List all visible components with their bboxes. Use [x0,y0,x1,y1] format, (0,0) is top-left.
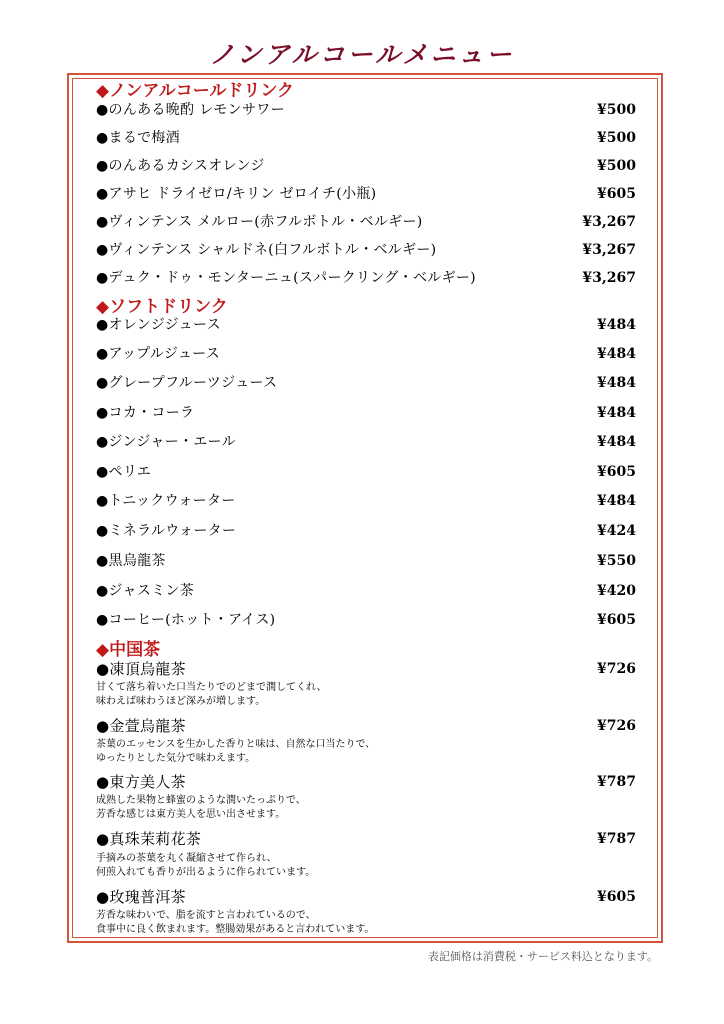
item-description: 茶葉のエッセンスを生かした香りと味は、自然な口当たりで、 [96,739,376,750]
item-price: ¥484 [597,346,636,362]
item-price: ¥726 [597,718,636,734]
item-price: ¥550 [597,553,636,569]
item-description: 食事中に良く飲まれます。整腸効果があると言われています。 [96,924,375,935]
section-title-nonalcohol: ◆ノンアルコールドリンク [96,81,295,101]
page-title: ノンアルコールメニュー [209,40,515,69]
menu-item [96,521,636,543]
menu-item [96,772,636,794]
item-name: ●ジンジャー・エール [96,434,236,450]
item-price: ¥605 [597,186,636,202]
item-name: ●玫瑰普洱茶 [96,888,186,906]
menu-item [96,659,636,681]
menu-item [96,156,636,178]
item-description: 芳香な味わいで、脂を流すと言われているので、 [96,910,316,921]
item-price: ¥726 [597,661,636,677]
item-name: ●ミネラルウォーター [96,523,237,539]
item-name: ●黒烏龍茶 [96,553,166,569]
section-title-chinese-tea: ◆中国茶 [96,640,161,660]
item-name: ●コーヒー(ホット・アイス) [96,612,276,628]
item-price: ¥787 [597,831,636,847]
item-name: ●デュク・ドゥ・モンターニュ(スパークリング・ベルギー) [96,270,476,286]
menu-item [96,610,636,632]
item-description: 何煎入れても香りが出るように作られています。 [96,867,316,878]
item-description: 芳香な感じは東方美人を思い出させます。 [96,809,286,820]
menu-item [96,184,636,206]
menu-item [96,462,636,484]
item-name: ●オレンジジュース [96,317,221,333]
menu-item [96,551,636,573]
menu-item [96,581,636,603]
item-name: ●ペリエ [96,464,152,480]
section-title-soft: ◆ソフトドリンク [96,297,228,317]
item-price: ¥605 [597,889,636,905]
item-name: ●アサヒ ドライゼロ/キリン ゼロイチ(小瓶) [96,186,377,202]
menu-item [96,887,636,909]
item-name: ●グレープフルーツジュース [96,375,278,391]
menu-item [96,491,636,513]
item-name: ●トニックウォーター [96,493,236,509]
item-name: ●コカ・コーラ [96,405,195,421]
item-price: ¥605 [597,612,636,628]
item-name: ●ジャスミン茶 [96,583,195,599]
item-price: ¥484 [597,317,636,333]
item-price: ¥500 [597,102,636,118]
item-price: ¥484 [597,434,636,450]
item-price: ¥500 [597,158,636,174]
menu-item [96,268,636,290]
item-price: ¥500 [597,130,636,146]
menu-item [96,315,636,337]
menu-item [96,344,636,366]
item-price: ¥605 [597,464,636,480]
item-name: ●アップルジュース [96,346,221,362]
item-description: 成熟した果物と蜂蜜のような潤いたっぷりで、 [96,795,306,806]
item-name: ●金萱烏龍茶 [96,717,186,735]
item-name: ●のんあるカシスオレンジ [96,158,265,174]
item-price: ¥424 [597,523,636,539]
menu-item [96,716,636,738]
menu-item [96,373,636,395]
item-description: 手摘みの茶葉を丸く凝縮させて作られ、 [96,853,277,864]
item-price: ¥3,267 [582,270,636,286]
item-description: 甘くて落ち着いた口当たりでのどまで潤してくれ、 [96,682,327,693]
item-price: ¥3,267 [582,214,636,230]
item-name: ●ヴィンテンス シャルドネ(白フルボトル・ベルギー) [96,242,437,258]
menu-item [96,212,636,234]
item-description: 味わえば味わうほど深みが増します。 [96,696,266,707]
item-name: ●真珠茉莉花茶 [96,830,202,848]
menu-item [96,128,636,150]
item-price: ¥484 [597,493,636,509]
item-name: ●凍頂烏龍茶 [96,660,186,678]
item-price: ¥484 [597,375,636,391]
menu-item [96,829,636,851]
tax-note: 表記価格は消費税・サービス料込となります。 [427,950,658,963]
item-name: ●まるで梅酒 [96,130,180,146]
menu-item [96,432,636,454]
item-name: ●ヴィンテンス メルロー(赤フルボトル・ベルギー) [96,214,423,230]
item-price: ¥787 [597,774,636,790]
menu-item [96,100,636,122]
item-price: ¥484 [597,405,636,421]
menu-item [96,403,636,425]
item-price: ¥3,267 [582,242,636,258]
item-name: ●東方美人茶 [96,773,186,791]
item-description: ゆったりとした気分で味わえます。 [96,753,256,764]
item-name: ●のんある晩酌 レモンサワー [96,102,285,118]
item-price: ¥420 [597,583,636,599]
menu-item [96,240,636,262]
